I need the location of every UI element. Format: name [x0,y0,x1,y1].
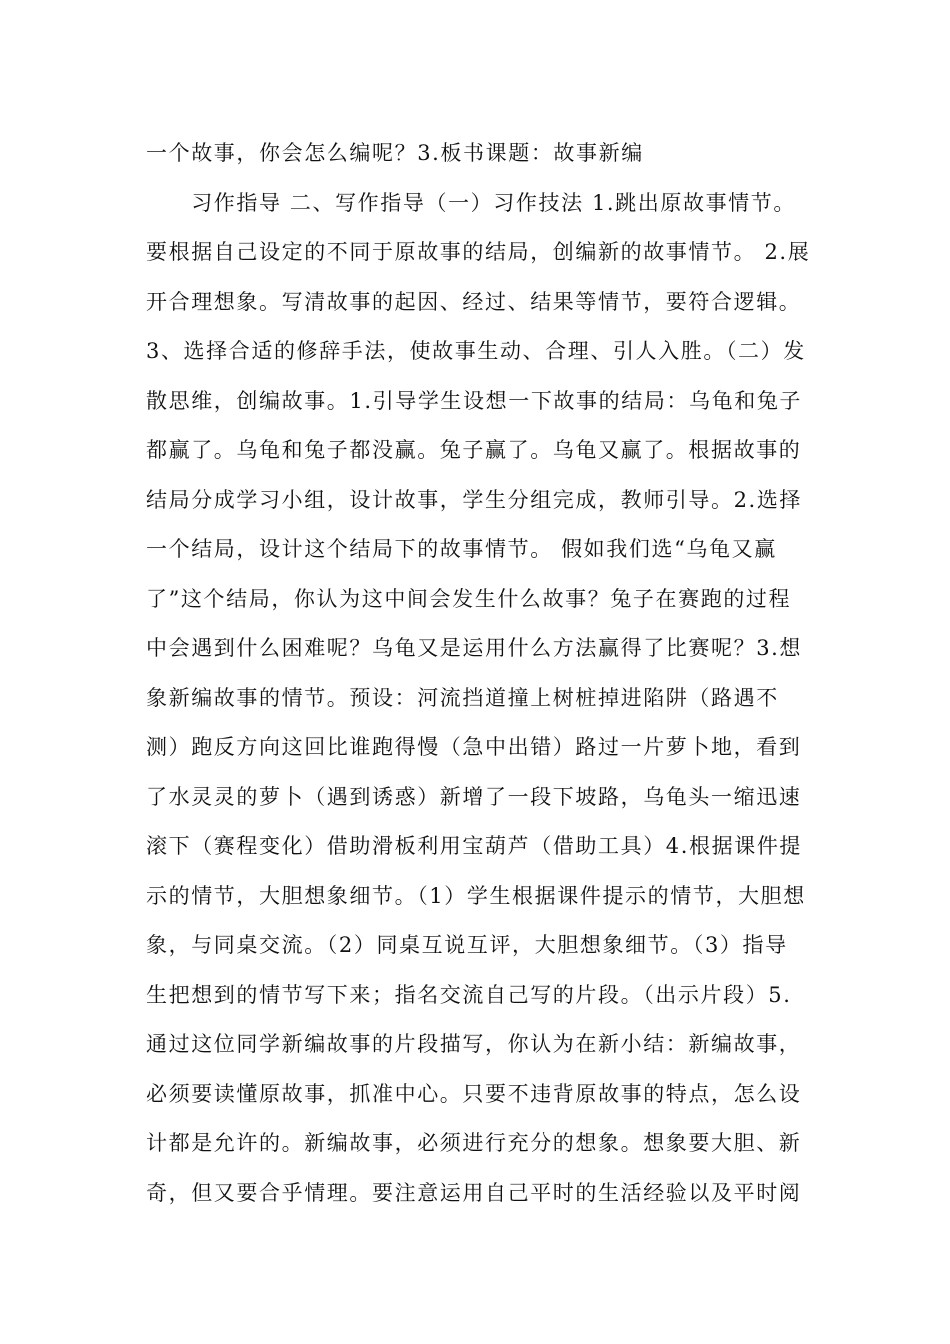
text-line: 象新编故事的情节。预设：河流挡道撞上树桩掉进陷阱（路遇不 [146,685,779,710]
text-line: 了水灵灵的萝卜（遇到诱惑）新增了一段下坡路，乌龟头一缩迅速 [146,784,802,809]
text-line: 通过这位同学新编故事的片段描写，你认为在新小结：新编故事， [146,1032,802,1056]
text-line: 示的情节，大胆想象细节。（1）学生根据课件提示的情节，大胆想 [146,883,806,908]
text-line: 必须要读懂原故事，抓准中心。只要不违背原故事的特点，怎么设 [146,1081,802,1106]
text-line: 散思维，创编故事。1.引导学生设想一下故事的结局：乌龟和兔子 [146,388,803,413]
text-line: 测）跑反方向这回比谁跑得慢（急中出错）路过一片萝卜地，看到 [146,735,802,759]
text-line: 一个结局，设计这个结局下的故事情节。 假如我们选“乌龟又赢 [146,537,777,561]
text-line: 奇，但又要合乎情理。要注意运用自己平时的生活经验以及平时阅 [146,1180,802,1205]
text-line: 中会遇到什么困难呢？乌龟又是运用什么方法赢得了比赛呢？3.想 [146,636,803,660]
text-line: 了”这个结局，你认为这中间会发生什么故事？兔子在赛跑的过程 [146,586,792,611]
text-line: 结局分成学习小组，设计故事，学生分组完成，教师引导。2.选择 [146,487,803,512]
text-line: 滚下（赛程变化）借助滑板利用宝葫芦（借助工具）4.根据课件提 [146,834,803,858]
text-line: 生把想到的情节写下来；指名交流自己写的片段。（出示片段）5. [146,982,792,1007]
body-text [146,131,826,1220]
text-line: 开合理想象。写清故事的起因、经过、结果等情节，要符合逻辑。 [146,289,802,314]
text-line: 计都是允许的。新编故事，必须进行充分的想象。想象要大胆、新 [146,1131,802,1155]
text-line: 3、选择合适的修辞手法，使故事生动、合理、引人入胜。（二）发 [146,339,806,363]
text-line: 习作指导 二、写作指导（一）习作技法 1.跳出原故事情节。 [146,190,796,215]
text-line: 一个故事，你会怎么编呢？3.板书课题：故事新编 [146,141,644,165]
text-line: 象，与同桌交流。（2）同桌互说互评，大胆想象细节。（3）指导 [146,933,788,957]
text-line: 都赢了。乌龟和兔子都没赢。兔子赢了。乌龟又赢了。根据故事的 [146,438,802,462]
text-line: 要根据自己设定的不同于原故事的结局，创编新的故事情节。 2.展 [146,240,811,264]
